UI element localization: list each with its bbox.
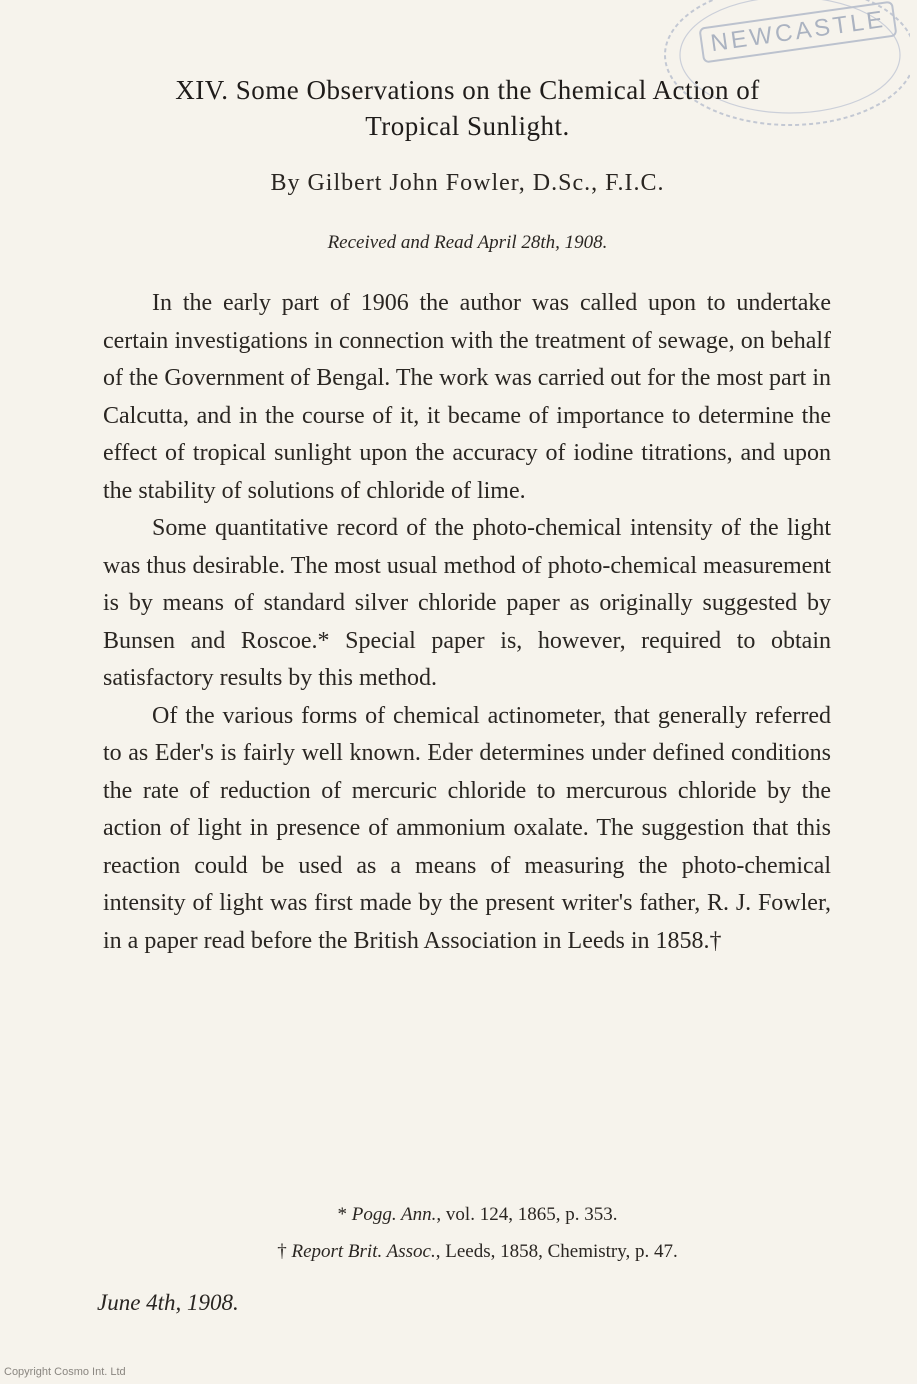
issue-date: June 4th, 1908.: [97, 1290, 239, 1315]
footnote: [100, 1196, 855, 1233]
footnote-source: Pogg. Ann.: [351, 1204, 437, 1225]
footnote-source: Report Brit. Assoc.: [291, 1241, 436, 1262]
received-date: Received and Read April 28th, 1908.: [327, 232, 608, 253]
paragraph: Some quantitative record of the photo-chemical intensity of the light was thus desirable. The most usual method of photo-chemical measurement is by means of standard silver chloride paper as originally suggested by Bunsen and Roscoe.* Special paper is, however, required to obtain satisfactory results by this method.: [103, 515, 831, 691]
paragraph: Of the various forms of chemical actinometer, that generally referred to as Eder's is fairly well known. Eder determines under defined conditions the rate of reduction of mercuric chloride to mercurous chloride by the action of light in presence of ammonium oxalate. The suggestion that this reaction could be used as a means of measuring the photo-chemical intensity of light was first made by the present writer's father, R. J. Fowler, in a paper read before the British Association in Leeds in 1858.†: [103, 702, 831, 954]
footnote-mark: †: [277, 1241, 292, 1262]
title-line-2: Tropical Sunlight.: [365, 111, 570, 141]
article-title: [80, 72, 855, 144]
footnote: [100, 1233, 855, 1270]
title-line-1: XIV. Some Observations on the Chemical Action of: [175, 75, 760, 105]
footnotes: [80, 1196, 855, 1270]
stamp-label: NEWCASTLE: [698, 1, 897, 64]
footnote-rest: , vol. 124, 1865, p. 353.: [436, 1204, 618, 1225]
footnote-rest: , Leeds, 1858, Chemistry, p. 47.: [435, 1241, 678, 1262]
article-body: [103, 285, 831, 960]
footnote-mark: *: [337, 1204, 352, 1225]
copyright-notice: Copyright Cosmo Int. Ltd: [4, 1366, 126, 1378]
paragraph: In the early part of 1906 the author was called upon to undertake certain investigations in connection with the treatment of sewage, on behalf of the Government of Bengal. The work was carried out for the most part in Calcutta, and in the course of it, it became of importance to determine the effect of tropical sunlight upon the accuracy of iodine titrations, and upon the stability of solutions of chloride of lime.: [103, 290, 832, 504]
author-line: By Gilbert John Fowler, D.Sc., F.I.C.: [270, 170, 665, 196]
